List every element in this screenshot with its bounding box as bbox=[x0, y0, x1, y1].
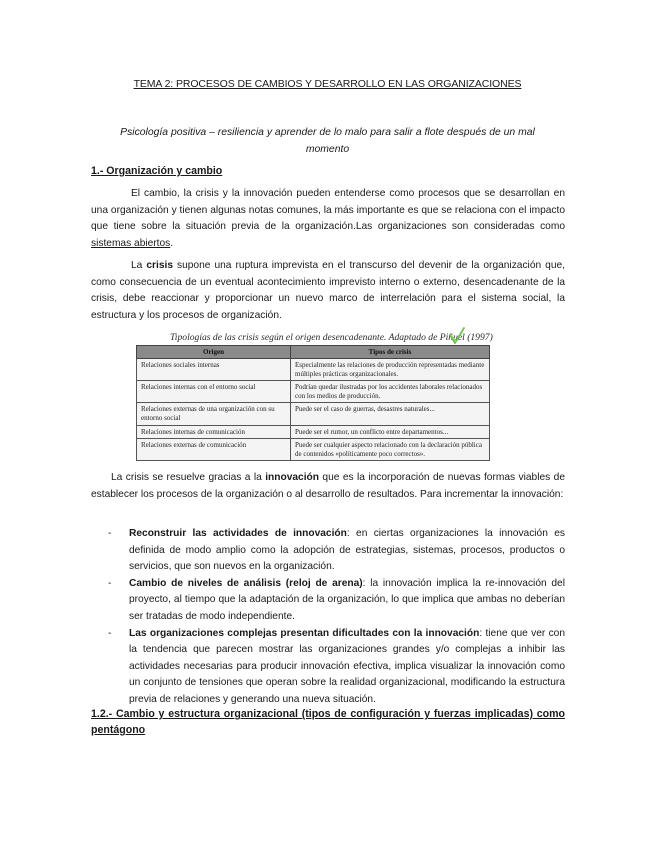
table-row bbox=[137, 359, 490, 381]
list-item-title: Cambio de niveles de análisis (reloj de arena) bbox=[129, 577, 363, 589]
table-caption: Tipologías de las crisis según el origen desencadenante. Adaptado de Piñuel (1997) bbox=[170, 332, 493, 343]
table-cell-type: Podrían quedar ilustradas por los accidentes laborales relacionados con los medios de producción. bbox=[291, 381, 490, 403]
table-cell-origin: Relaciones sociales internas bbox=[137, 359, 291, 381]
table-row bbox=[137, 425, 490, 439]
innovation-list bbox=[91, 526, 565, 709]
section-heading-2: 1.2.- Cambio y estructura organizacional (tipos de configuración y fuerzas implicadas) como pentágono bbox=[91, 708, 565, 736]
paragraph-change-end: . bbox=[170, 237, 174, 249]
open-systems-term: sistemas abiertos bbox=[91, 237, 171, 249]
paragraph-change bbox=[91, 186, 565, 252]
checkmark-icon bbox=[449, 327, 465, 345]
table-cell-origin: Relaciones internas con el entorno social bbox=[137, 381, 291, 403]
innovation-term: innovación bbox=[265, 472, 319, 483]
paragraph-crisis-text: supone una ruptura imprevista en el transcurso del devenir de la organización que, como consecuencia de un eventual acontecimiento imprevisto interno o externo, desencadenante de la crisis, debe reaccionar y proporcionar un nuevo marco de interrelación para el sistema social, la estructura y los procesos de organización. bbox=[91, 260, 565, 321]
table-cell-origin: Relaciones externas de comunicación bbox=[137, 439, 291, 461]
crisis-typology-table bbox=[136, 345, 490, 461]
table-cell-type: Puede ser el rumor, un conflicto entre departamentos... bbox=[291, 425, 490, 439]
paragraph-innovation-pre: La crisis se resuelve gracias a la bbox=[111, 472, 266, 483]
document-title: TEMA 2: PROCESOS DE CAMBIOS Y DESARROLLO EN LAS ORGANIZACIONES bbox=[133, 78, 522, 90]
list-item-title: Reconstruir las actividades de innovación bbox=[129, 528, 347, 539]
list-dash: - bbox=[108, 528, 112, 539]
paragraph-crisis-pre: La bbox=[131, 260, 147, 271]
table-cell-origin: Relaciones externas de una organización con su entorno social bbox=[137, 403, 291, 425]
list-item bbox=[91, 626, 565, 709]
paragraph-innovation bbox=[91, 470, 565, 503]
list-item-text: : la innovación implica la re-innovación del proyecto, al tiempo que la adaptación de la organización, lo que implica que ambas no deberían ser tratadas de modo independiente. bbox=[129, 577, 565, 622]
table-cell-type: Especialmente las relaciones de producción representadas mediante múltiples prácticas organizacionales. bbox=[291, 359, 490, 381]
paragraph-change-text: El cambio, la crisis y la innovación pueden entenderse como procesos que se desarrollan en una organización y tienen algunas notas comunes, la más importante es que se relaciona con el impacto que tiene sobre la situación previa de la organización.Las organizaciones son consideradas como bbox=[91, 188, 565, 233]
paragraph-innovation-text: que es la incorporación de nuevas formas viables de establecer los procesos de la organización o al desarrollo de resultados. Para incrementar la innovación: bbox=[91, 472, 565, 500]
table-cell-origin: Relaciones internas de comunicación bbox=[137, 425, 291, 439]
paragraph-crisis bbox=[91, 258, 565, 324]
list-item-text: : tiene que ver con la tendencia que parecen mostrar las organizaciones grandes y/o complejas a inhibir las actividades necesarias para producir innovación efectiva, implica visualizar la innovación como un conjunto de tensiones que operan sobre la realidad organizacional, modificando la estructura previa de relaciones y generando una nueva situación. bbox=[129, 627, 565, 705]
list-item bbox=[91, 526, 565, 576]
section-heading-1: 1.- Organización y cambio bbox=[91, 165, 223, 177]
document-subtitle: Psicología positiva – resiliencia y aprender de lo malo para salir a flote después de un mal momento bbox=[120, 127, 535, 155]
table-cell-type: Puede ser cualquier aspecto relacionado con la declaración pública de contenidos «políticamente poco correctos». bbox=[291, 439, 490, 461]
list-item-title: Las organizaciones complejas presentan dificultades con la innovación bbox=[129, 627, 480, 639]
table-row bbox=[137, 403, 490, 425]
table-header-row bbox=[137, 346, 490, 359]
list-item bbox=[91, 576, 565, 626]
table-row bbox=[137, 439, 490, 461]
crisis-term: crisis bbox=[146, 260, 173, 271]
table-cell-type: Puede ser el caso de guerras, desastres naturales... bbox=[291, 403, 490, 425]
table-header-origin: Origen bbox=[137, 346, 291, 359]
table-row bbox=[137, 381, 490, 403]
list-dash: - bbox=[108, 627, 112, 639]
table-header-types: Tipos de crisis bbox=[291, 346, 490, 359]
list-item-text: : en ciertas organizaciones la innovación es definida de modo amplio como la adopción de estrategias, sistemas, procesos, productos o servicios, que son nuevos en la organización. bbox=[129, 528, 565, 573]
list-dash: - bbox=[108, 577, 112, 589]
